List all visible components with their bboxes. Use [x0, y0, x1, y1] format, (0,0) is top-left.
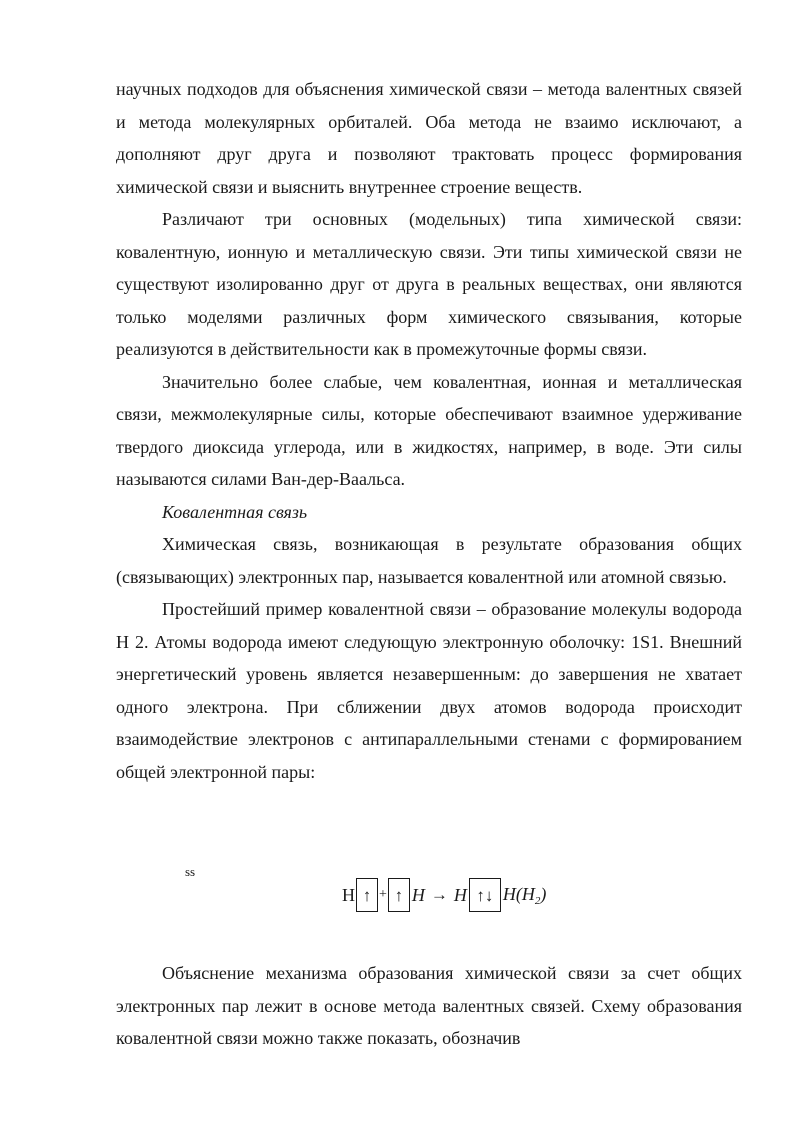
- formula-subscript: 2: [534, 894, 541, 907]
- paragraph-bond-types: Различают три основных (модельных) типа химической связи: ковалентную, ионную и металлическую связи. Эти типы химической связи не существуют изолированно друг от друга в реальных веществах, они являются только моделями различных форм химического связывания, которые реализуются в действительности как в промежуточные формы связи.: [116, 209, 742, 359]
- formula-arrow: →: [430, 885, 448, 904]
- paragraph-valence-bond-method: Объяснение механизма образования химической связи за счет общих электронных пар лежит в основе метода валентных связей. Схему образования ковалентной связи можно также показать, обозначив: [116, 963, 742, 1048]
- formula-h-after: H: [411, 884, 425, 905]
- formula-h-left: H: [342, 884, 355, 905]
- hydrogen-formation-formula: [341, 878, 548, 912]
- document-body-continued: [116, 957, 742, 1055]
- document-body: [116, 73, 742, 788]
- paragraph-covalent-definition: Химическая связь, возникающая в результате образования общих (связывающих) электронных пар, называется ковалентной или атомной связью.: [116, 534, 742, 587]
- paragraph-hydrogen-example: Простейший пример ковалентной связи – образование молекулы водорода Н 2. Атомы водорода имеют следующую электронную оболочку: 1S1. Внешний энергетический уровень является незавершенным: до завершения не хватает одного электрона. При сближении двух атомов водорода происходит взаимодействие электронов с антипараллельными стенами с формированием общей электронной пары:: [116, 599, 742, 782]
- stray-label: ss: [185, 864, 196, 879]
- orbital-box-2: ↑: [388, 878, 410, 912]
- formula-h-result: [501, 884, 549, 907]
- orbital-box-1: ↑: [356, 878, 378, 912]
- orbital-box-pair: ↑↓: [469, 878, 501, 912]
- formula-close-paren: ): [540, 883, 547, 904]
- formula-h-result-text: H(H: [502, 883, 535, 904]
- section-heading-covalent: Ковалентная связь: [162, 501, 308, 522]
- formula-h-product: H: [453, 884, 467, 905]
- paragraph-methods: научных подходов для объяснения химической связи – метода валентных связей и метода молекулярных орбиталей. Оба метода не взаимо исключают, а дополняют друг друга и позволяют трактовать процесс формирования химической связи и выяснить внутреннее строение веществ.: [116, 79, 742, 197]
- paragraph-van-der-waals: Значительно более слабые, чем ковалентная, ионная и металлическая связи, межмолекулярные силы, которые обеспечивают взаимное удерживание твердого диоксида углерода, или в жидкостях, например, в воде. Эти силы называются силами Ван-дер-Ваальса.: [116, 371, 742, 489]
- formula-plus: +: [379, 887, 387, 902]
